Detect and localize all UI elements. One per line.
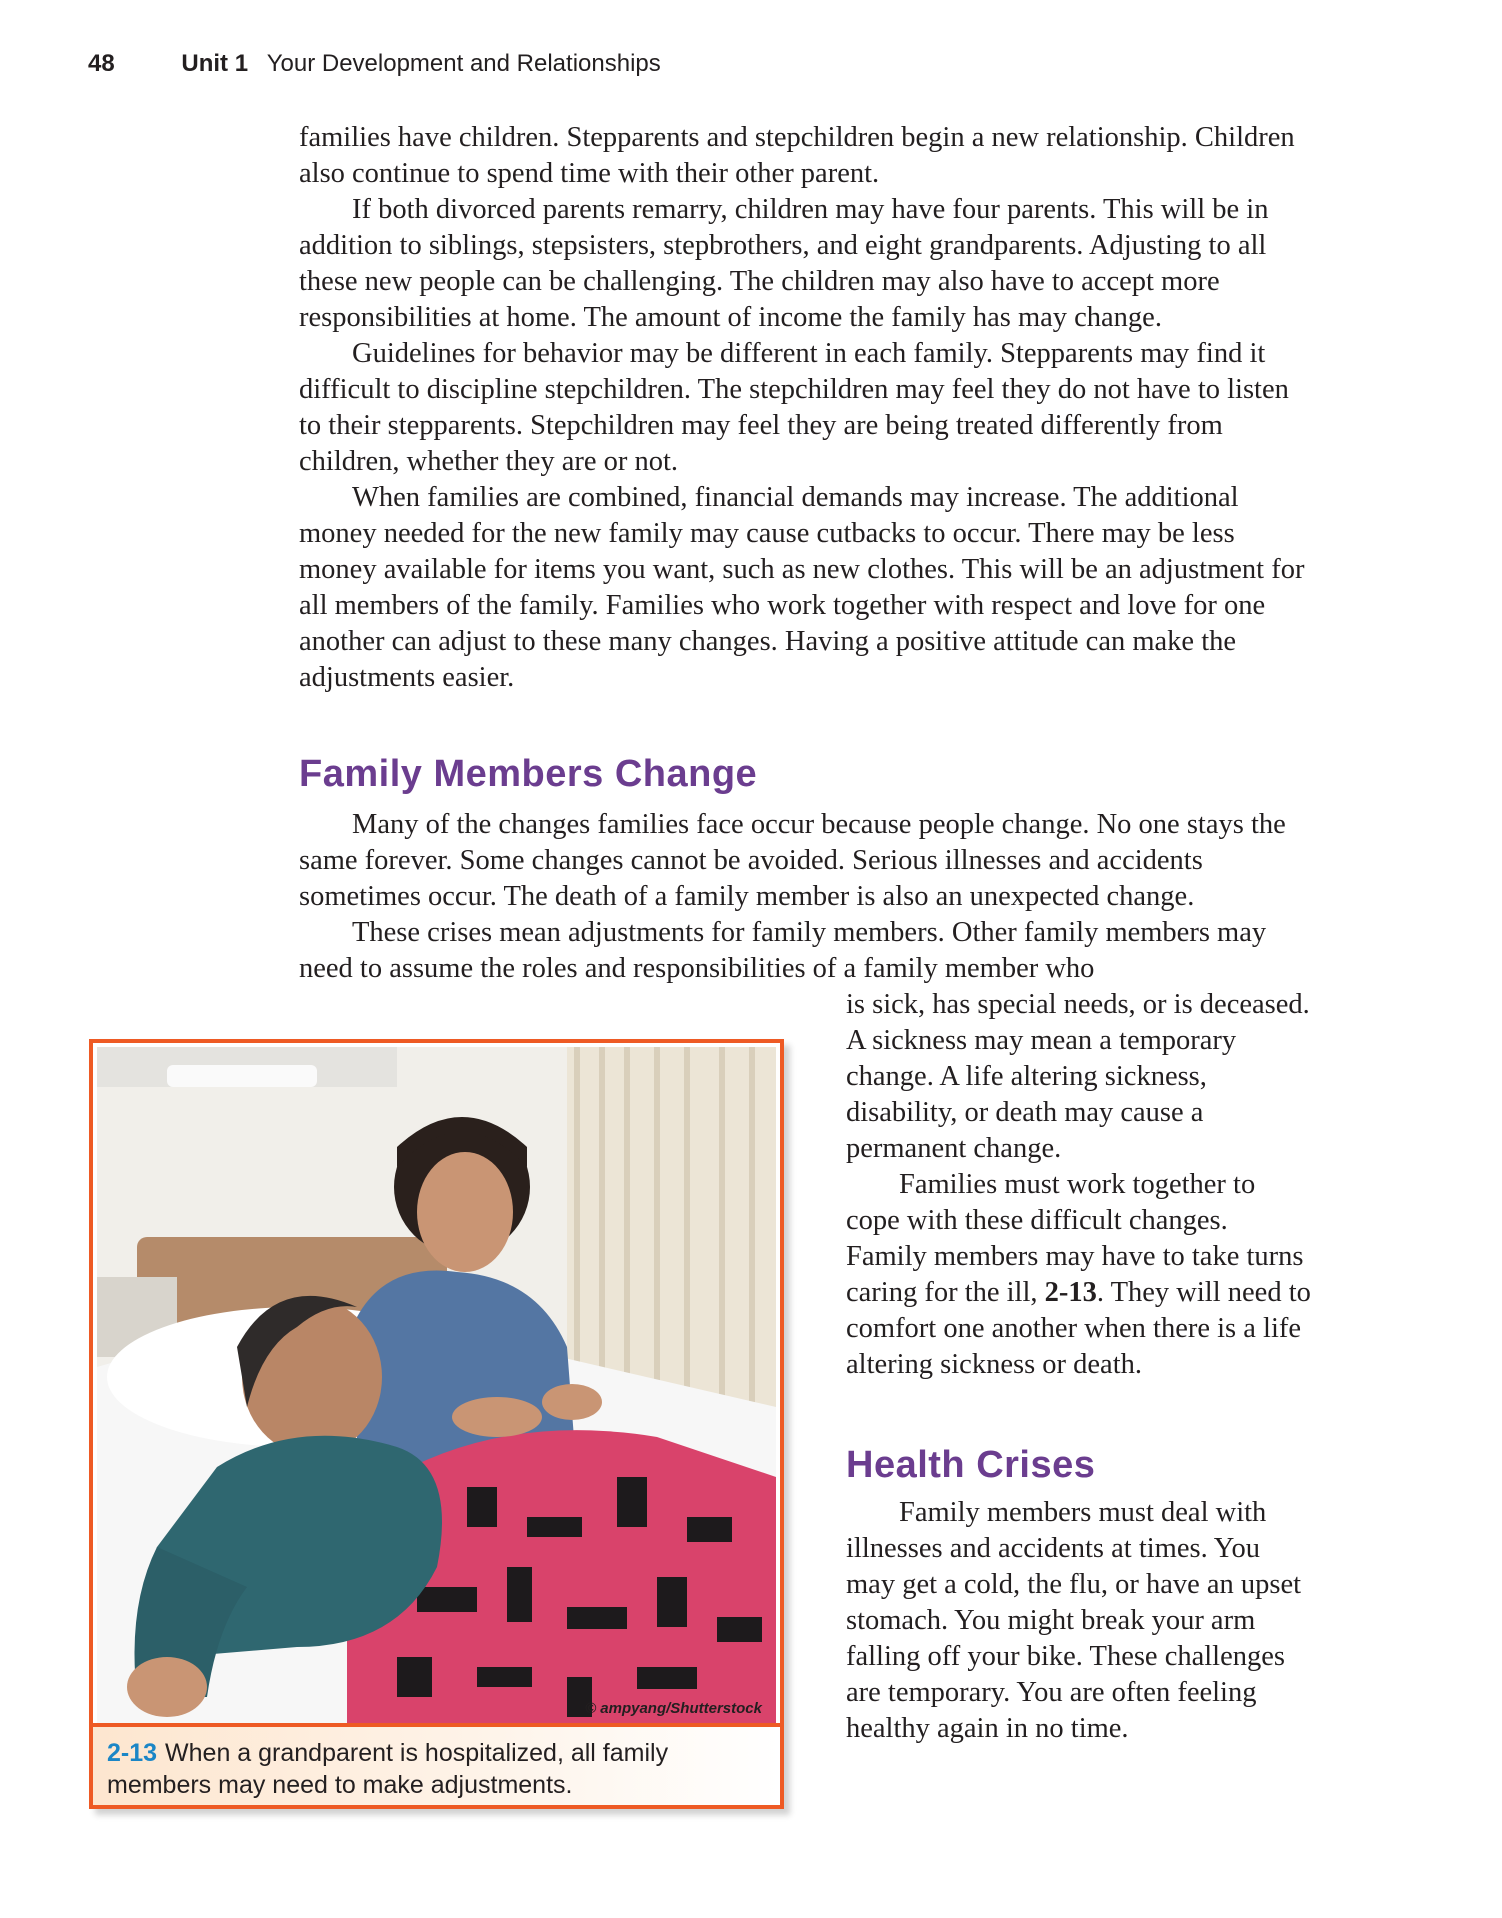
- figure-caption: [93, 1723, 780, 1805]
- body-paragraph: If both divorced parents remarry, children may have four parents. This will be in addition to siblings, stepsisters, stepbrothers, and eight grandparents. Adjusting to all these new people can be challenging. The children may also have to accept more responsibilities at home. The amount of income the family has may change.: [299, 194, 1269, 333]
- family-section-text-continued: [846, 987, 1312, 1383]
- body-paragraph: Guidelines for behavior may be different in each family. Stepparents may find it difficult to discipline stepchildren. The stepchildren may feel they do not have to listen to their stepparents. Stepchildren may feel they are being treated differently from children, whether they are or not.: [299, 338, 1289, 477]
- body-paragraph: Many of the changes families face occur because people change. No one stays the same forever. Some changes cannot be avoided. Serious illnesses and accidents sometimes occur. The death of a family member is also an unexpected change.: [299, 809, 1286, 912]
- health-section-text: [846, 1495, 1312, 1747]
- running-head: [88, 50, 661, 78]
- body-paragraph: [846, 1167, 1312, 1383]
- unit-label: Unit 1: [181, 50, 249, 77]
- body-paragraph: is sick, has special needs, or is deceased. A sickness may mean a temporary change. A life altering sickness, disability, or death may cause a permanent change.: [846, 989, 1310, 1164]
- paragraph-text: . They will need to comfort one another when there is a life altering sickness or death.: [846, 1277, 1311, 1380]
- body-text-column: [299, 120, 1305, 696]
- photo-credit: © ampyang/Shutterstock: [585, 1700, 762, 1717]
- section-heading-family-members-change: Family Members Change: [299, 753, 758, 795]
- family-section-text: [299, 807, 1305, 987]
- body-paragraph: families have children. Stepparents and stepchildren begin a new relationship. Children also continue to spend time with their other parent.: [299, 122, 1295, 189]
- hospital-photo: [97, 1047, 776, 1723]
- figure-reference: 2-13: [1044, 1277, 1097, 1308]
- body-paragraph: These crises mean adjustments for family members. Other family members may need to assume the roles and responsibilities of a family member who: [299, 917, 1267, 984]
- figure-number: 2-13: [107, 1739, 158, 1767]
- section-heading-health-crises: Health Crises: [846, 1444, 1096, 1486]
- body-paragraph: When families are combined, financial demands may increase. The additional money needed for the new family may cause cutbacks to occur. There may be less money available for items you want, such as new clothes. This will be an adjustment for all members of the family. Families who work together with respect and love for one another can adjust to these many changes. Having a positive attitude can make the adjustments easier.: [299, 482, 1305, 693]
- page-number: 48: [88, 50, 115, 77]
- figure-2-13: [89, 1039, 784, 1809]
- unit-title: Your Development and Relationships: [266, 50, 661, 77]
- body-paragraph: Family members must deal with illnesses and accidents at times. You may get a cold, the flu, or have an upset stomach. You might break your arm falling off your bike. These challenges are temporary. You are often feeling healthy again in no time.: [846, 1497, 1302, 1744]
- paragraph-text: Families must work together to cope with these difficult changes. Family members may have to take turns caring for the ill,: [846, 1169, 1304, 1308]
- hospital-photo-illustration: [97, 1047, 776, 1723]
- caption-text: When a grandparent is hospitalized, all family members may need to make adjustments.: [107, 1739, 669, 1799]
